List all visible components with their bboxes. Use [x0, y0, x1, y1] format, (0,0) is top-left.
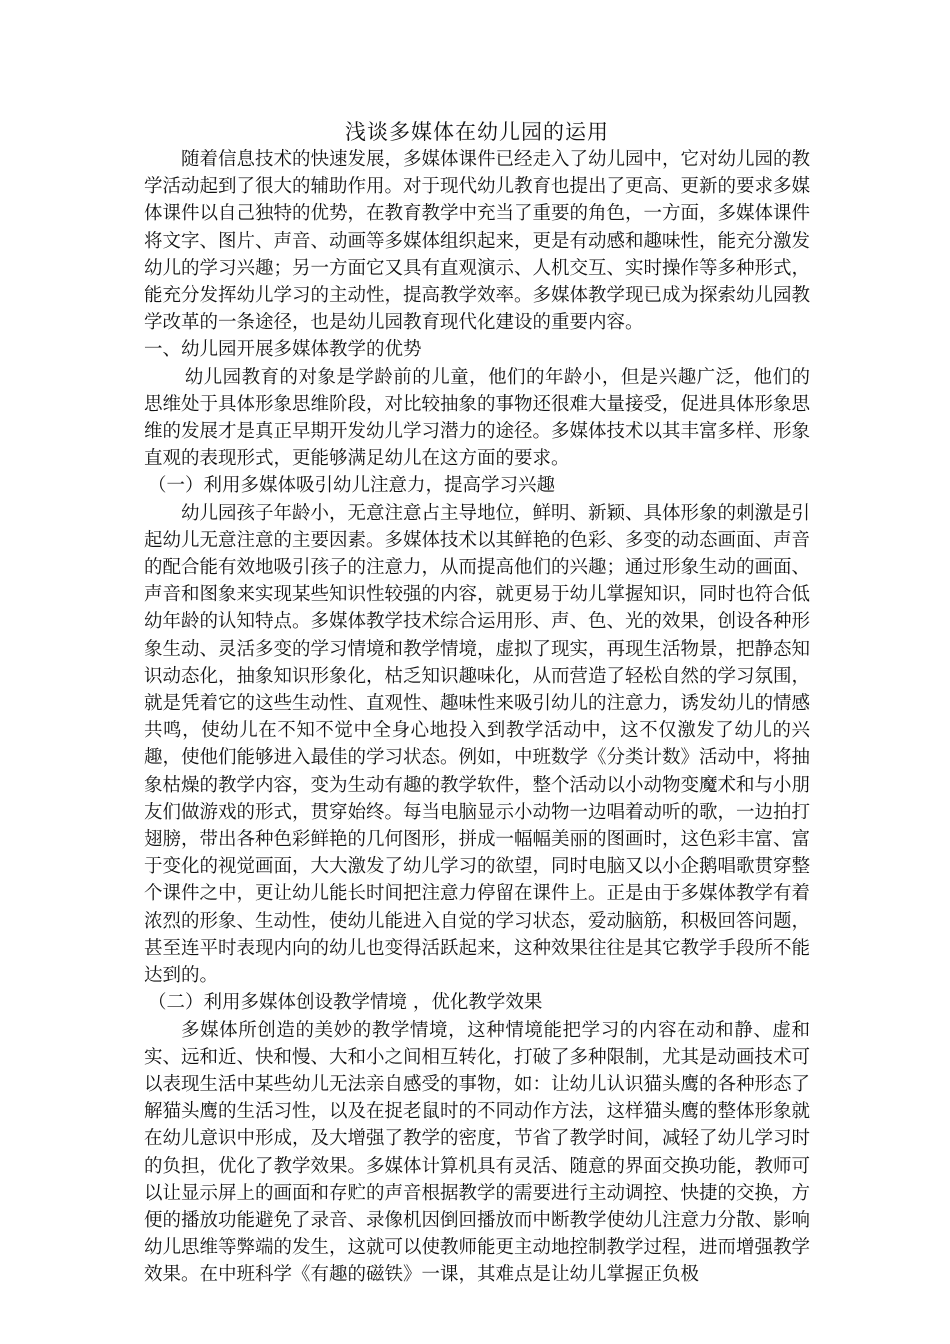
document-page — [144, 118, 810, 1289]
subsection-heading-attention: （一）利用多媒体吸引幼儿注意力，提高学习兴趣 — [148, 475, 556, 497]
section-paragraph-advantages: 幼儿园教育的对象是学龄前的儿童，他们的年龄小，但是兴趣广泛，他们的思维处于具体形象思维阶段，对比较抽象的事物还很难大量接受，促进具体形象思维的发展才是真正早期开发幼儿学习潜力的途径。多媒体技术以其丰富多样、形象直观的表现形式，更能够满足幼儿在这方面的要求。 — [144, 366, 811, 470]
intro-paragraph: 随着信息技术的快速发展，多媒体课件已经走入了幼儿园中，它对幼儿园的教学活动起到了很大的辅助作用。对于现代幼儿教育也提出了更高、更新的要求多媒体课件以自己独特的优势，在教育教学中充当了重要的角色，一方面，多媒体课件将文字、图片、声音、动画等多媒体组织起来，更是有动感和趣味性，能充分激发幼儿的学习兴趣；另一方面它又具有直观演示、人机交互、实时操作等多种形式，能充分发挥幼儿学习的主动性，提高教学效率。多媒体教学现已成为探索幼儿园教学改革的一条途径，也是幼儿园教育现代化建设的重要内容。 — [144, 149, 811, 334]
document-title: 浅谈多媒体在幼儿园的运用 — [345, 120, 609, 144]
subsection-heading-situation: （二）利用多媒体创设教学情境 ，优化教学效果 — [148, 992, 543, 1014]
subsection-paragraph-situation: 多媒体所创造的美妙的教学情境，这种情境能把学习的内容在动和静、虚和实、远和近、快和慢、大和小之间相互转化，打破了多种限制，尤其是动画技术可以表现生活中某些幼儿无法亲自感受的事物，如：让幼儿认识猫头鹰的各种形态了解猫头鹰的生活习性，以及在捉老鼠时的不同动作方法，这样猫头鹰的整体形象就在幼儿意识中形成，及大增强了教学的密度，节省了教学时间，减轻了幼儿学习时的负担，优化了教学效果。多媒体计算机具有灵活、随意的界面交换功能，教师可以让显示屏上的画面和存贮的声音根据教学的需要进行主动调控、快捷的交换，方便的播放功能避免了录音、录像机因倒回播放而中断教学使幼儿注意力分散、影响幼儿思维等弊端的发生，这就可以使教师能更主动地控制教学过程，进而增强教学效果。在中班科学《有趣的磁铁》一课，其难点是让幼儿掌握正负极 — [144, 1019, 811, 1286]
section-heading-advantages: 一、幼儿园开展多媒体教学的优势 — [144, 339, 422, 361]
subsection-paragraph-attention: 幼儿园孩子年龄小，无意注意占主导地位，鲜明、新颖、具体形象的刺激是引起幼儿无意注意的主要因素。多媒体技术以其鲜艳的色彩、多变的动态画面、声音的配合能有效地吸引孩子的注意力，从而提高他们的兴趣；通过形象生动的画面、声音和图象来实现某些知识性较强的内容，就更易于幼儿掌握知识，同时也符合低幼年龄的认知特点。多媒体教学技术综合运用形、声、色、光的效果，创设各种形象生动、灵活多变的学习情境和教学情境，虚拟了现实，再现生活物景，把静态知识动态化，抽象知识形象化，枯乏知识趣味化，从而营造了轻松自然的学习氛围，就是凭着它的这些生动性、直观性、趣味性来吸引幼儿的注意力，诱发幼儿的情感共鸣，使幼儿在不知不觉中全身心地投入到教学活动中，这不仅激发了幼儿的兴趣，使他们能够进入最佳的学习状态。例如，中班数学《分类计数》活动中，将抽象枯燥的教学内容，变为生动有趣的教学软件，整个活动以小动物变魔术和与小朋友们做游戏的形式，贯穿始终。每当电脑显示小动物一边唱着动听的歌，一边拍打翅膀，带出各种色彩鲜艳的几何图形，拼成一幅幅美丽的图画时，这色彩丰富、富于变化的视觉画面，大大激发了幼儿学习的欲望，同时电脑又以小企鹅唱歌贯穿整个课件之中，更让幼儿能长时间把注意力停留在课件上。正是由于多媒体教学有着浓烈的形象、生动性，使幼儿能进入自觉的学习状态，爱动脑筋，积极回答问题，甚至连平时表现内向的幼儿也变得活跃起来，这种效果往往是其它教学手段所不能达到的。 — [144, 502, 811, 987]
